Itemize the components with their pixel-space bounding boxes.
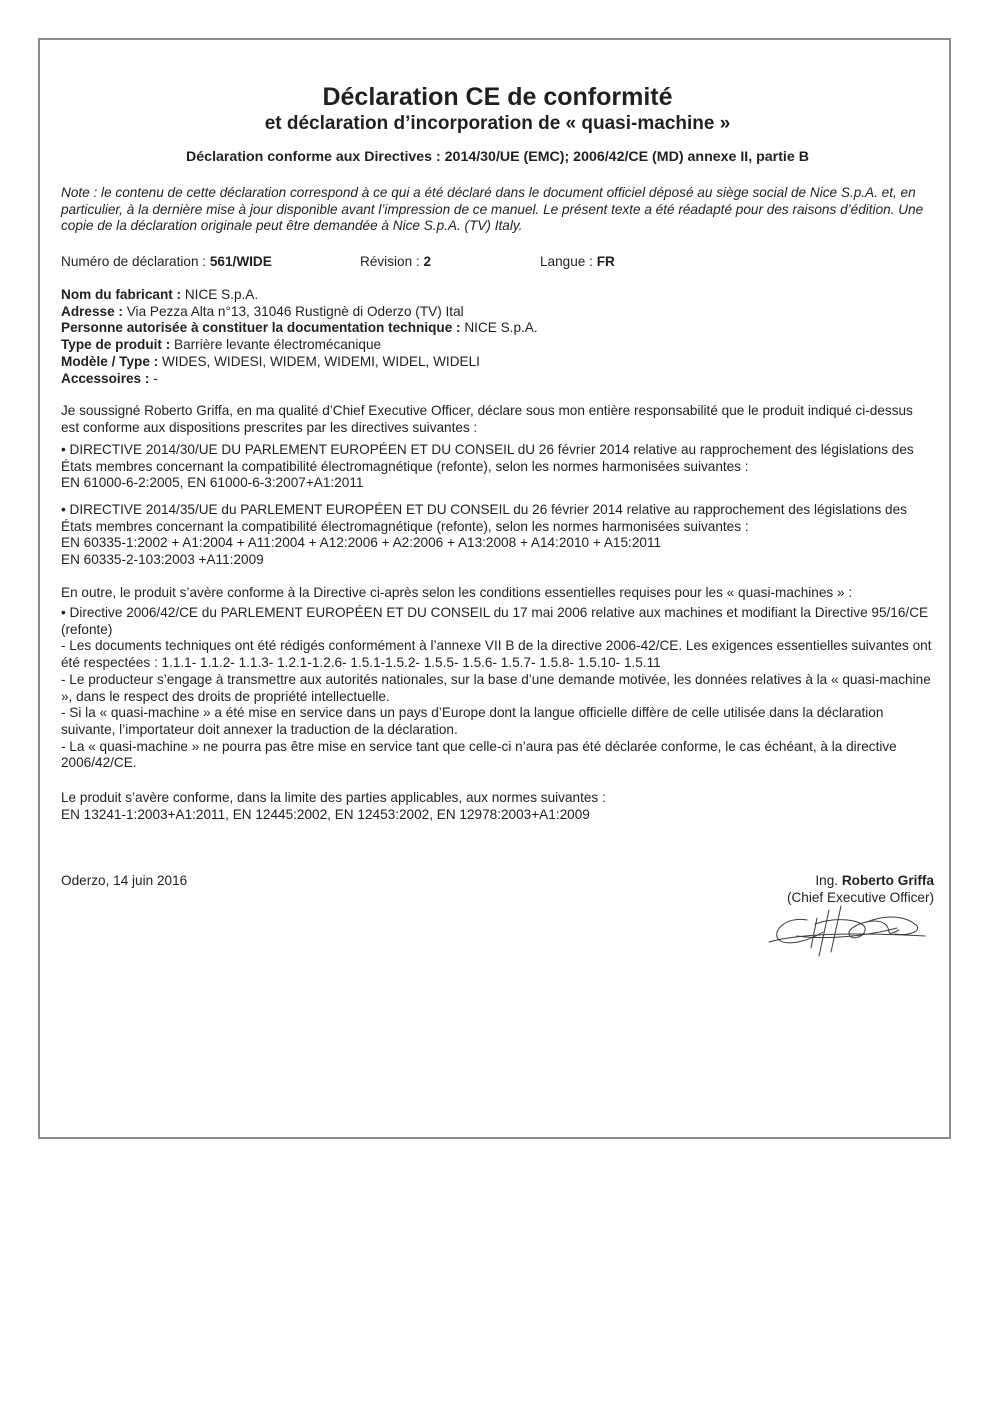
emc-directive-2	[61, 502, 934, 569]
language-label: Langue :	[540, 254, 597, 269]
info-label: Personne autorisée à constituer la documentation technique :	[61, 320, 465, 336]
directive-norms: EN 60335-2-103:2003 +A11:2009	[61, 552, 264, 568]
signatory-name-line	[61, 873, 934, 890]
directive-text: • DIRECTIVE 2014/30/UE DU PARLEMENT EUROPÉEN ET DU CONSEIL dU 26 février 2014 relative au rapprochement des législations des États membres concernant la compatibilité électromagnétique (refonte), selon les normes harmonisées suivantes :	[61, 442, 914, 474]
intro-paragraph: Je soussigné Roberto Griffa, en ma qualité d’Chief Executive Officer, déclare sous mon entière responsabilité que le produit indiqué ci-dessus est conforme aux dispositions prescrites par les directives suivantes :	[61, 403, 913, 435]
accessories-row	[61, 371, 934, 388]
product-type-row	[61, 337, 934, 354]
declaration-number-label: Numéro de déclaration :	[61, 254, 210, 269]
info-label: Modèle / Type :	[61, 353, 162, 369]
page-title: Déclaration CE de conformité	[322, 83, 673, 111]
info-value: -	[153, 370, 158, 386]
declaration-number-value: 561/WIDE	[209, 254, 272, 269]
signatory-name: Roberto Griffa	[841, 873, 934, 888]
declaration-frame	[38, 38, 951, 1139]
info-value: Barrière levante électromécanique	[174, 337, 382, 353]
info-label: Nom du fabricant :	[61, 287, 185, 302]
language	[540, 254, 615, 271]
info-value: NICE S.p.A.	[184, 287, 259, 302]
revision-label: Révision :	[360, 254, 424, 269]
requirement-item: - Le producteur s’engage à transmettre aux autorités nationales, sur la base d’une demande motivée, les données relatives à la « quasi-machine », dans le respect des droits de propriété intellectuelle.	[61, 671, 931, 704]
info-value: Via Pezza Alta n°13, 31046 Rustignè di Oderzo (TV) Ital	[126, 303, 464, 319]
info-value: NICE S.p.A.	[464, 320, 538, 336]
page-subtitle: et déclaration d’incorporation de « quasi-machine »	[264, 113, 731, 134]
emc-directive-1	[61, 442, 934, 492]
requirement-item: - Les documents techniques ont été rédigés conformément à l’annexe VII B de la directive 2006-42/CE. Les exigences essentielles suivantes ont été respectées : 1.1.1- 1.1.2- 1.1.3- 1.2.1-1.2.6- 1.5.1-1.5.2- 1.5.5- 1.5.6- 1.5.7- 1.5.8- 1.5.10- 1.5.11	[61, 638, 932, 671]
final-conformity	[61, 790, 934, 823]
note-paragraph: Note : le contenu de cette déclaration correspond à ce qui a été déclaré dans le document officiel déposé au siège social de Nice S.p.A. et, en particulier, à la dernière mise à jour disponible avant l’impression de ce manuel. Le présent texte a été réadapté pour des raisons d’édition. Une copie de la déclaration originale peut être demandée à Nice S.p.A. (TV) Italy.	[61, 185, 924, 234]
language-value: FR	[596, 254, 615, 269]
info-label: Type de produit :	[61, 337, 175, 353]
signatory-prefix: Ing.	[815, 873, 842, 888]
quasi-machine-intro: En outre, le produit s’avère conforme à la Directive ci-après selon les conditions essentielles requises pour les « quasi-machines » :	[61, 585, 853, 600]
revision-value: 2	[423, 254, 432, 269]
declaration-meta	[61, 254, 934, 271]
machine-directive: • Directive 2006/42/CE du PARLEMENT EUROPÉEN ET DU CONSEIL du 17 mai 2006 relative aux machines et modifiant la Directive 95/16/CE (refonte)	[61, 605, 929, 637]
final-norms: EN 13241-1:2003+A1:2011, EN 12445:2002, EN 12453:2002, EN 12978:2003+A1:2009	[61, 806, 590, 822]
declaration-number	[61, 254, 272, 271]
info-label: Adresse :	[61, 303, 127, 319]
directive-text: • DIRECTIVE 2014/35/UE du PARLEMENT EUROPÉEN ET DU CONSEIL du 26 février 2014 relative au rapprochement des législations des États membres concernant la compatibilité électromagnétique (refonte), selon les normes harmonisées suivantes :	[61, 502, 907, 534]
revision	[360, 254, 431, 271]
place-date: Oderzo, 14 juin 2016	[61, 873, 188, 888]
info-value: WIDES, WIDESI, WIDEM, WIDEMI, WIDEL, WIDELI	[161, 353, 480, 369]
machine-directive-section	[61, 605, 934, 772]
requirement-item: - La « quasi-machine » ne pourra pas être mise en service tant que celle-ci n’aura pas été déclarée conforme, le cas échéant, à la directive 2006/42/CE.	[61, 738, 897, 771]
manufacturer-row	[61, 287, 934, 304]
signatory-role: (Chief Executive Officer)	[786, 889, 934, 905]
address-row	[61, 304, 934, 321]
directive-norms: EN 61000-6-2:2005, EN 61000-6-3:2007+A1:2011	[61, 475, 364, 491]
directive-norms: EN 60335-1:2002 + A1:2004 + A11:2004 + A12:2006 + A2:2006 + A13:2008 + A14:2010 + A15:2011	[61, 535, 662, 551]
model-row	[61, 354, 934, 371]
manufacturer-info	[61, 287, 934, 387]
handwritten-signature	[767, 902, 933, 960]
directives-line: Déclaration conforme aux Directives : 2014/30/UE (EMC); 2006/42/CE (MD) annexe II, partie B	[186, 149, 809, 165]
authorized-person-row	[61, 320, 934, 337]
requirement-item: - Si la « quasi-machine » a été mise en service dans un pays d’Europe dont la langue officielle diffère de celle utilisée dans la déclaration suivante, l’importateur doit annexer la traduction de la déclaration.	[61, 705, 884, 737]
final-text: Le produit s’avère conforme, dans la limite des parties applicables, aux normes suivantes :	[61, 790, 606, 805]
info-label: Accessoires :	[61, 370, 154, 386]
